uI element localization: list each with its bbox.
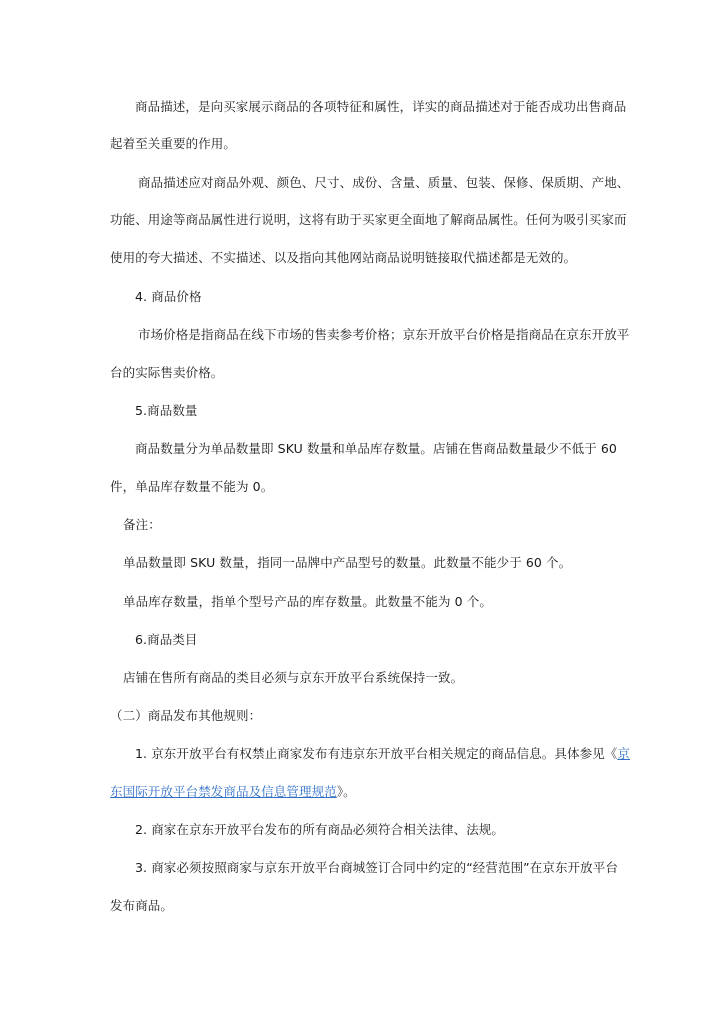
section-title-other-rules: （二）商品发布其他规则： — [110, 708, 262, 723]
para-attributes-line-1: 商品描述应对商品外观、颜色、尺寸、成份、含量、质量、包装、保修、保质期、产地、 — [138, 175, 630, 190]
para-description-line-2: 起着至关重要的作用。 — [110, 136, 237, 151]
heading-category: 6.商品类目 — [135, 632, 198, 647]
note-sku: 单品数量即 SKU 数量，指同一品牌中产品型号的数量。此数量不能少于 60 个。 — [123, 555, 572, 570]
para-price-line-1: 市场价格是指商品在线下市场的售卖参考价格；京东开放平台价格是指商品在京东开放平 — [138, 327, 630, 342]
rule-1-link[interactable]: 东国际开放平台禁发商品及信息管理规范 — [110, 784, 337, 799]
para-price-line-2: 台的实际售卖价格。 — [110, 365, 224, 380]
para-category: 店铺在售所有商品的类目必须与京东开放平台系统保持一致。 — [123, 670, 464, 685]
rule-1-text-end: 》。 — [336, 784, 356, 799]
heading-price: 4. 商品价格 — [135, 289, 202, 304]
rule-1-line-1 — [135, 746, 630, 762]
rule-3-line-2: 发布商品。 — [110, 898, 174, 913]
rule-3-line-1: 3. 商家必须按照商家与京东开放平台商城签订合同中约定的“经营范围”在京东开放平台 — [135, 860, 618, 875]
rule-2: 2. 商家在京东开放平台发布的所有商品必须符合相关法律、法规。 — [135, 822, 505, 837]
rule-1-link-start[interactable]: 京 — [617, 746, 631, 761]
para-attributes-line-3: 使用的夸大描述、不实描述、以及指向其他网站商品说明链接取代描述都是无效的。 — [110, 250, 577, 265]
para-attributes-line-2: 功能、用途等商品属性进行说明，这将有助于买家更全面地了解商品属性。任何为吸引买家而 — [110, 212, 627, 227]
rule-1-text: 1. 京东开放平台有权禁止商家发布有违京东开放平台相关规定的商品信息。具体参见《 — [135, 746, 618, 761]
rule-1-line-2 — [110, 784, 356, 800]
para-quantity-line-2: 件，单品库存数量不能为 0。 — [110, 479, 274, 494]
heading-quantity: 5.商品数量 — [135, 403, 198, 418]
para-quantity-line-1: 商品数量分为单品数量即 SKU 数量和单品库存数量。店铺在售商品数量最少不低于 60 — [135, 441, 617, 456]
note-stock: 单品库存数量，指单个型号产品的库存数量。此数量不能为 0 个。 — [123, 594, 493, 609]
note-label: 备注： — [123, 517, 161, 532]
para-description-line-1: 商品描述，是向买家展示商品的各项特征和属性，详实的商品描述对于能否成功出售商品 — [135, 99, 627, 114]
